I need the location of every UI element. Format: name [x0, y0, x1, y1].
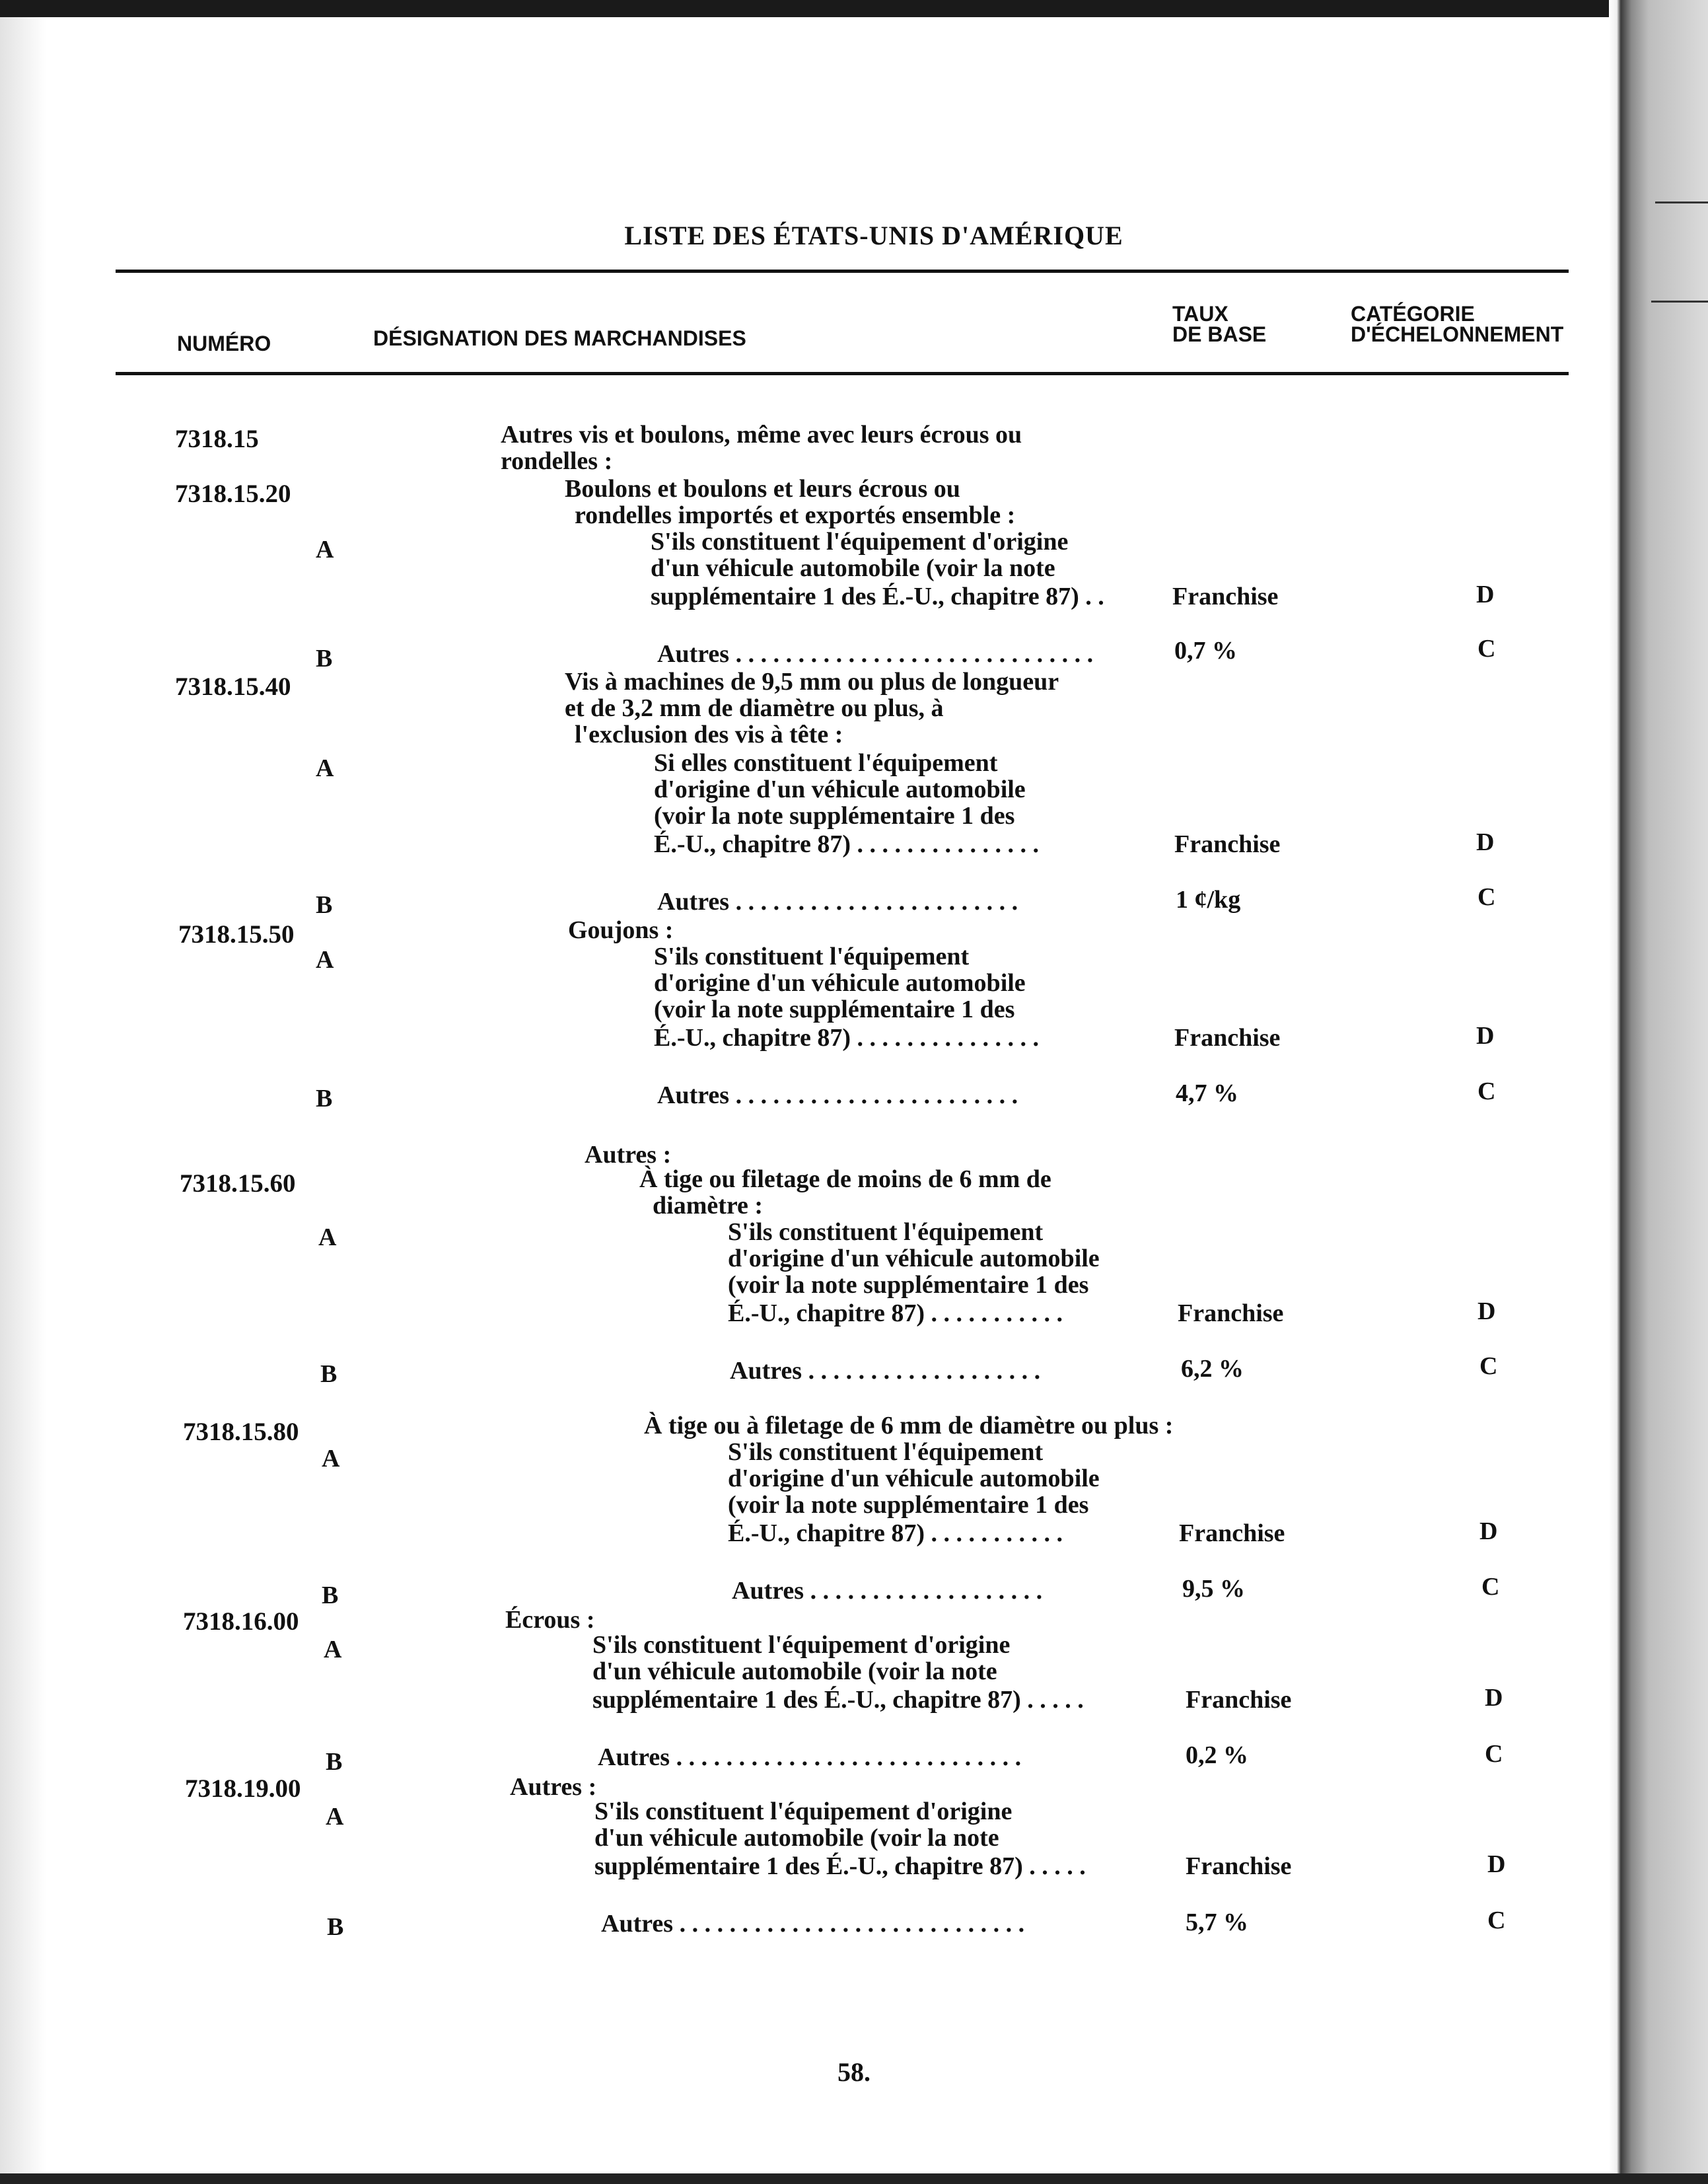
scan-right-edge	[1609, 0, 1708, 2184]
sub-item-letter: B	[316, 891, 333, 919]
staging-category: C	[1485, 1740, 1503, 1768]
sub-item-letter: B	[326, 1748, 343, 1776]
sub-item-letter: A	[316, 946, 334, 974]
base-rate: 0,7 %	[1174, 637, 1237, 665]
designation-line: Autres :	[585, 1141, 672, 1169]
designation-line: rondelles importés et exportés ensemble :	[575, 501, 1016, 529]
staging-category: D	[1487, 1850, 1506, 1878]
staging-category: D	[1476, 581, 1495, 608]
base-rate: Franchise	[1174, 1024, 1281, 1052]
tariff-number: 7318.16.00	[183, 1607, 299, 1636]
page-number: 58.	[837, 2057, 871, 2087]
staging-category: C	[1477, 1077, 1496, 1105]
designation-line: supplémentaire 1 des É.-U., chapitre 87) . . . . .	[592, 1686, 1084, 1714]
scan-bottom-edge	[0, 2173, 1708, 2184]
designation-line: S'ils constituent l'équipement d'origine	[651, 528, 1069, 556]
header-rule-top	[116, 270, 1569, 273]
sub-item-letter: B	[320, 1360, 338, 1388]
column-header-categorie: CATÉGORIE D'ÉCHELONNEMENT	[1351, 302, 1564, 346]
base-rate: Franchise	[1186, 1852, 1292, 1880]
designation-line: supplémentaire 1 des É.-U., chapitre 87) . . . . .	[594, 1852, 1086, 1880]
base-rate: 9,5 %	[1182, 1575, 1245, 1603]
sub-item-letter: A	[324, 1636, 342, 1663]
designation-line: Autres . . . . . . . . . . . . . . . . . . . . . . .	[657, 888, 1018, 916]
designation-line: (voir la note supplémentaire 1 des	[654, 996, 1015, 1023]
base-rate: 6,2 %	[1181, 1355, 1244, 1383]
base-rate: 5,7 %	[1186, 1909, 1248, 1936]
staging-category: D	[1476, 828, 1495, 856]
tariff-number: 7318.15.20	[175, 480, 291, 508]
designation-line: É.-U., chapitre 87) . . . . . . . . . . .	[728, 1299, 1063, 1327]
staging-category: C	[1477, 883, 1496, 911]
designation-line: Autres . . . . . . . . . . . . . . . . . . . . . . .	[657, 1081, 1018, 1109]
staging-category: C	[1481, 1573, 1500, 1601]
edge-mark	[1655, 201, 1708, 203]
designation-line: d'un véhicule automobile (voir la note	[651, 554, 1055, 582]
sub-item-letter: A	[322, 1445, 340, 1473]
designation-line: d'origine d'un véhicule automobile	[654, 776, 1026, 803]
sub-item-letter: B	[316, 1085, 333, 1112]
column-header-taux: TAUX DE BASE	[1172, 302, 1267, 346]
staging-category: D	[1477, 1297, 1496, 1325]
edge-mark	[1651, 301, 1708, 303]
base-rate: Franchise	[1172, 583, 1279, 610]
designation-line: et de 3,2 mm de diamètre ou plus, à	[565, 694, 944, 722]
designation-line: Boulons et boulons et leurs écrous ou	[565, 475, 960, 503]
designation-line: d'origine d'un véhicule automobile	[728, 1465, 1100, 1492]
column-header-designation: DÉSIGNATION DES MARCHANDISES	[373, 326, 746, 350]
designation-line: rondelles :	[501, 447, 613, 475]
staging-category: D	[1485, 1684, 1503, 1712]
tariff-number: 7318.15	[175, 425, 259, 453]
base-rate: 1 ¢/kg	[1176, 886, 1241, 914]
sub-item-letter: B	[327, 1913, 344, 1941]
staging-category: C	[1479, 1352, 1498, 1380]
designation-line: Goujons :	[568, 916, 674, 944]
column-header-numero: NUMÉRO	[177, 332, 271, 355]
sub-item-letter: B	[316, 645, 333, 673]
staging-category: D	[1479, 1517, 1498, 1545]
staging-category: D	[1476, 1022, 1495, 1050]
designation-line: S'ils constituent l'équipement	[654, 943, 970, 970]
designation-line: Autres . . . . . . . . . . . . . . . . . . . . . . . . . . . . .	[657, 640, 1094, 668]
designation-line: d'un véhicule automobile (voir la note	[592, 1657, 997, 1685]
designation-line: (voir la note supplémentaire 1 des	[728, 1271, 1089, 1299]
tariff-number: 7318.15.80	[183, 1418, 299, 1446]
designation-line: À tige ou filetage de moins de 6 mm de	[639, 1165, 1051, 1193]
staging-category: C	[1477, 635, 1496, 663]
tariff-number: 7318.15.60	[180, 1169, 296, 1198]
designation-line: d'origine d'un véhicule automobile	[654, 969, 1026, 997]
designation-line: supplémentaire 1 des É.-U., chapitre 87) . .	[651, 583, 1104, 610]
designation-line: Si elles constituent l'équipement	[654, 749, 998, 777]
staging-category: C	[1487, 1907, 1506, 1934]
sub-item-letter: B	[322, 1582, 339, 1609]
base-rate: 4,7 %	[1176, 1079, 1238, 1107]
designation-line: À tige ou à filetage de 6 mm de diamètre ou plus :	[644, 1412, 1174, 1439]
designation-line: (voir la note supplémentaire 1 des	[654, 802, 1015, 830]
tariff-number: 7318.19.00	[185, 1774, 301, 1803]
designation-line: Autres . . . . . . . . . . . . . . . . . . .	[732, 1577, 1043, 1605]
designation-line: S'ils constituent l'équipement	[728, 1218, 1044, 1246]
designation-line: diamètre :	[653, 1192, 764, 1219]
designation-line: Autres . . . . . . . . . . . . . . . . . . . . . . . . . . . .	[598, 1743, 1022, 1771]
designation-line: d'origine d'un véhicule automobile	[728, 1245, 1100, 1272]
base-rate: Franchise	[1178, 1299, 1284, 1327]
base-rate: Franchise	[1179, 1519, 1285, 1547]
page-title: LISTE DES ÉTATS-UNIS D'AMÉRIQUE	[624, 221, 1123, 250]
designation-line: É.-U., chapitre 87) . . . . . . . . . . . . . . .	[654, 1024, 1039, 1052]
base-rate: Franchise	[1186, 1686, 1292, 1714]
sub-item-letter: A	[326, 1803, 344, 1831]
tariff-number: 7318.15.50	[178, 920, 295, 949]
sub-item-letter: A	[316, 536, 334, 564]
designation-line: É.-U., chapitre 87) . . . . . . . . . . . . . . .	[654, 830, 1039, 858]
sub-item-letter: A	[318, 1223, 337, 1251]
designation-line: S'ils constituent l'équipement	[728, 1438, 1044, 1466]
scan-top-edge	[0, 0, 1708, 17]
designation-line: S'ils constituent l'équipement d'origine	[594, 1798, 1013, 1825]
designation-line: Autres :	[510, 1773, 597, 1801]
designation-line: Écrous :	[505, 1606, 595, 1634]
designation-line: Autres . . . . . . . . . . . . . . . . . . . . . . . . . . . .	[601, 1910, 1025, 1938]
base-rate: Franchise	[1174, 830, 1281, 858]
designation-line: Vis à machines de 9,5 mm ou plus de longueur	[565, 668, 1059, 696]
designation-line: l'exclusion des vis à tête :	[575, 721, 843, 748]
base-rate: 0,2 %	[1186, 1741, 1248, 1769]
scan-left-edge	[0, 17, 46, 2184]
designation-line: Autres vis et boulons, même avec leurs écrous ou	[501, 421, 1022, 449]
tariff-number: 7318.15.40	[175, 673, 291, 701]
sub-item-letter: A	[316, 754, 334, 782]
designation-line: d'un véhicule automobile (voir la note	[594, 1824, 999, 1852]
header-rule-bottom	[116, 372, 1569, 375]
designation-line: É.-U., chapitre 87) . . . . . . . . . . .	[728, 1519, 1063, 1547]
designation-line: Autres . . . . . . . . . . . . . . . . . . .	[730, 1357, 1041, 1385]
designation-line: S'ils constituent l'équipement d'origine	[592, 1631, 1011, 1659]
designation-line: (voir la note supplémentaire 1 des	[728, 1491, 1089, 1519]
